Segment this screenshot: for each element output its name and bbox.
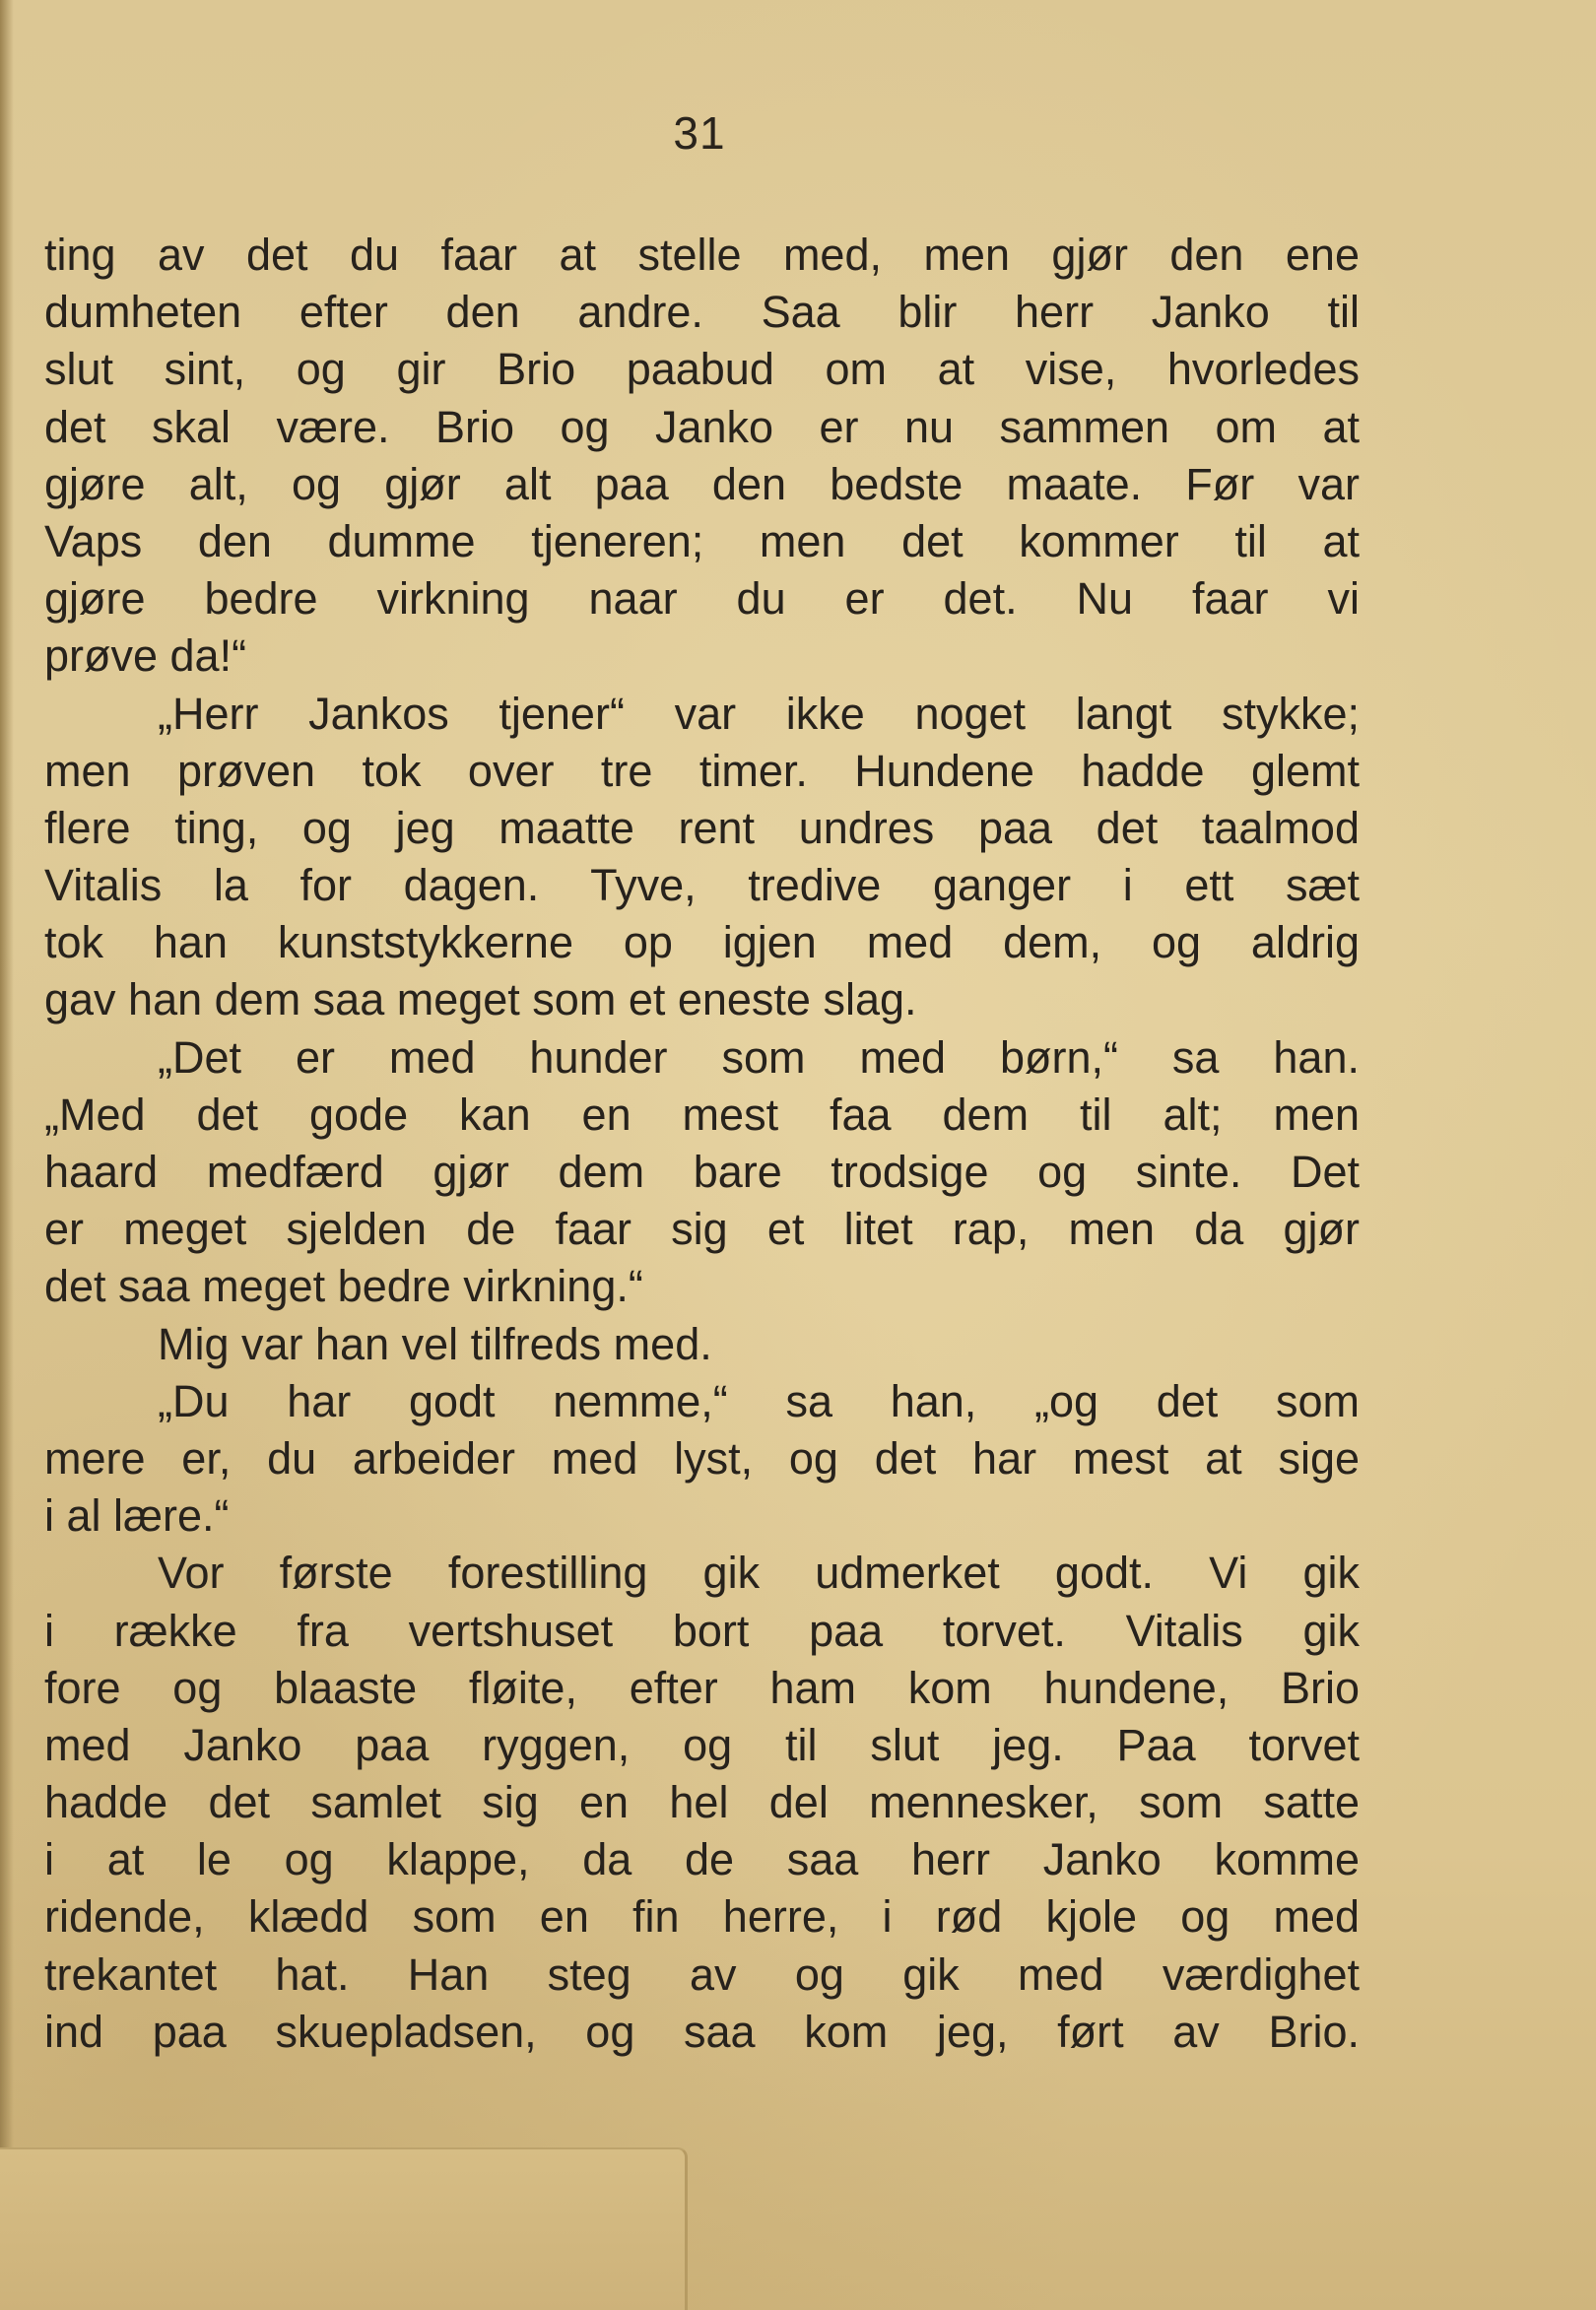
underlying-page-tab [0, 2147, 688, 2310]
text-line: Vor første forestilling gik udmerket godt. Vi gik [158, 1548, 1360, 1599]
page-number: 31 [673, 107, 726, 159]
text-line: tok han kunststykkerne op igjen med dem, og aldrig [44, 917, 1360, 968]
text-line: dumheten efter den andre. Saa blir herr Janko til [44, 287, 1360, 338]
text-line: Vitalis la for dagen. Tyve, tredive ganger i ett sæt [44, 860, 1360, 911]
text-line: flere ting, og jeg maatte rent undres paa det taalmod [44, 802, 1360, 853]
text-line: prøve da!“ [44, 630, 247, 682]
text-line: hadde det samlet sig en hel del mennesker, som satte [44, 1777, 1360, 1828]
text-line: men prøven tok over tre timer. Hundene hadde glemt [44, 745, 1360, 796]
text-line: „Du har godt nemme,“ sa han, „og det som [158, 1375, 1360, 1426]
text-line: „Herr Jankos tjener“ var ikke noget langt stykke; [158, 688, 1360, 739]
text-line: trekantet hat. Han steg av og gik med værdighet [44, 1948, 1360, 2000]
text-line: med Janko paa ryggen, og til slut jeg. Paa torvet [44, 1719, 1360, 1770]
text-line: gjøre alt, og gjør alt paa den bedste maate. Før var [44, 458, 1360, 509]
page-edge-shadow [0, 0, 14, 2310]
text-line: gjøre bedre virkning naar du er det. Nu faar vi [44, 573, 1360, 625]
text-line: er meget sjelden de faar sig et litet rap, men da gjør [44, 1204, 1360, 1255]
text-line: slut sint, og gir Brio paabud om at vise, hvorledes [44, 344, 1360, 395]
text-line: fore og blaaste fløite, efter ham kom hundene, Brio [44, 1662, 1360, 1713]
text-line: det saa meget bedre virkning.“ [44, 1261, 643, 1312]
body-text [44, 227, 1360, 2061]
text-line: ridende, klædd som en fin herre, i rød kjole og med [44, 1891, 1360, 1943]
text-line: haard medfærd gjør dem bare trodsige og sinte. Det [44, 1147, 1360, 1197]
text-line: i række fra vertshuset bort paa torvet. Vitalis gik [44, 1605, 1360, 1656]
text-line: gav han dem saa meget som et eneste slag. [44, 974, 917, 1025]
text-line: „Med det gode kan en mest faa dem til alt; men [44, 1089, 1360, 1140]
text-line: ind paa skuepladsen, og saa kom jeg, ført av Brio. [44, 2006, 1360, 2057]
text-line: „Det er med hunder som med børn,“ sa han. [158, 1031, 1360, 1083]
text-line: Vaps den dumme tjeneren; men det kommer til at [44, 515, 1360, 566]
text-line: ting av det du faar at stelle med, men gjør den ene [44, 230, 1360, 280]
text-line: Mig var han vel tilfreds med. [158, 1318, 712, 1369]
text-line: i at le og klappe, da de saa herr Janko komme [44, 1834, 1360, 1885]
text-line: i al lære.“ [44, 1490, 230, 1542]
text-line: det skal være. Brio og Janko er nu sammen om at [44, 401, 1360, 452]
text-line: mere er, du arbeider med lyst, og det har mest at sige [44, 1432, 1360, 1484]
